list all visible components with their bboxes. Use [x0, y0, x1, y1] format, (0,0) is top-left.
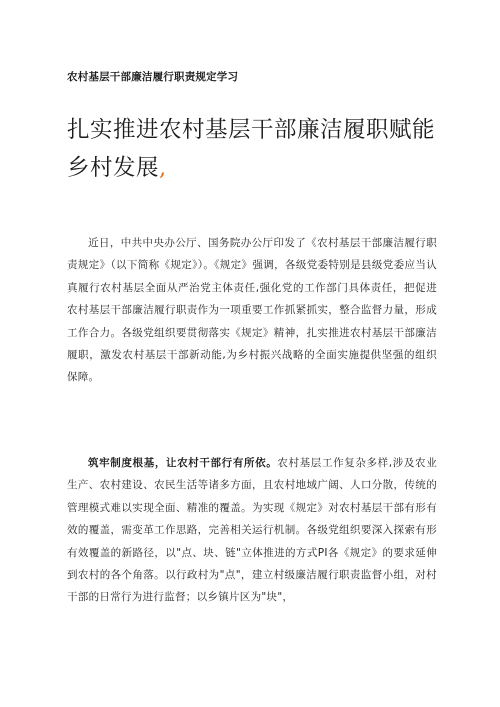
title-accent-mark: ,	[159, 155, 167, 181]
paragraph-lead: 筑牢制度根基，让农村干部行有所依。	[88, 457, 278, 469]
article-title-text: 扎实推进农村基层干部廉洁履职赋能乡村发展	[67, 117, 436, 181]
paragraph-intro	[67, 232, 437, 389]
paragraph-body: 近日，中共中央办公厅、国务院办公厅印发了《农村基层干部廉洁履行职责规定》（以下简称《规定》）。《规定》强调，各级党委特别是县级党委应当认真履行农村基层全面从严治党主体责任,强化党的工作部门具体责任，把促进农村基层干部廉洁履行职责作为一项重要工作抓紧抓实，整合监督力量，形成工作合力。各级党组织要贯彻落实《规定》精神，扎实推进农村基层干部廉洁履职，激发农村基层干部新动能,为乡村振兴战略的全面实施提供坚强的组织保障。	[67, 237, 437, 384]
article-title	[67, 111, 447, 187]
paragraph-institution	[67, 452, 437, 609]
paragraph-body: 农村基层工作复杂多样,涉及农业生产、农村建设、农民生活等诸多方面，且农村地域广阔、人口分散，传统的管理模式难以实现全面、精准的覆盖。为实现《规定》对农村基层干部有形有效的覆盖，需变革工作思路，完善相关运行机制。各级党组织要深入探索有形有效覆盖的新路径，以"点、块、链"立体推进的方式PI各《规定》的要求延伸到农村的各个角落。以行政村为"点"，建立村级廉洁履行职责监督小组，对村干部的日常行为进行监督；以乡镇片区为"块"，	[67, 457, 437, 604]
document-header: 农村基层干部廉洁履行职责规定学习	[67, 71, 239, 83]
